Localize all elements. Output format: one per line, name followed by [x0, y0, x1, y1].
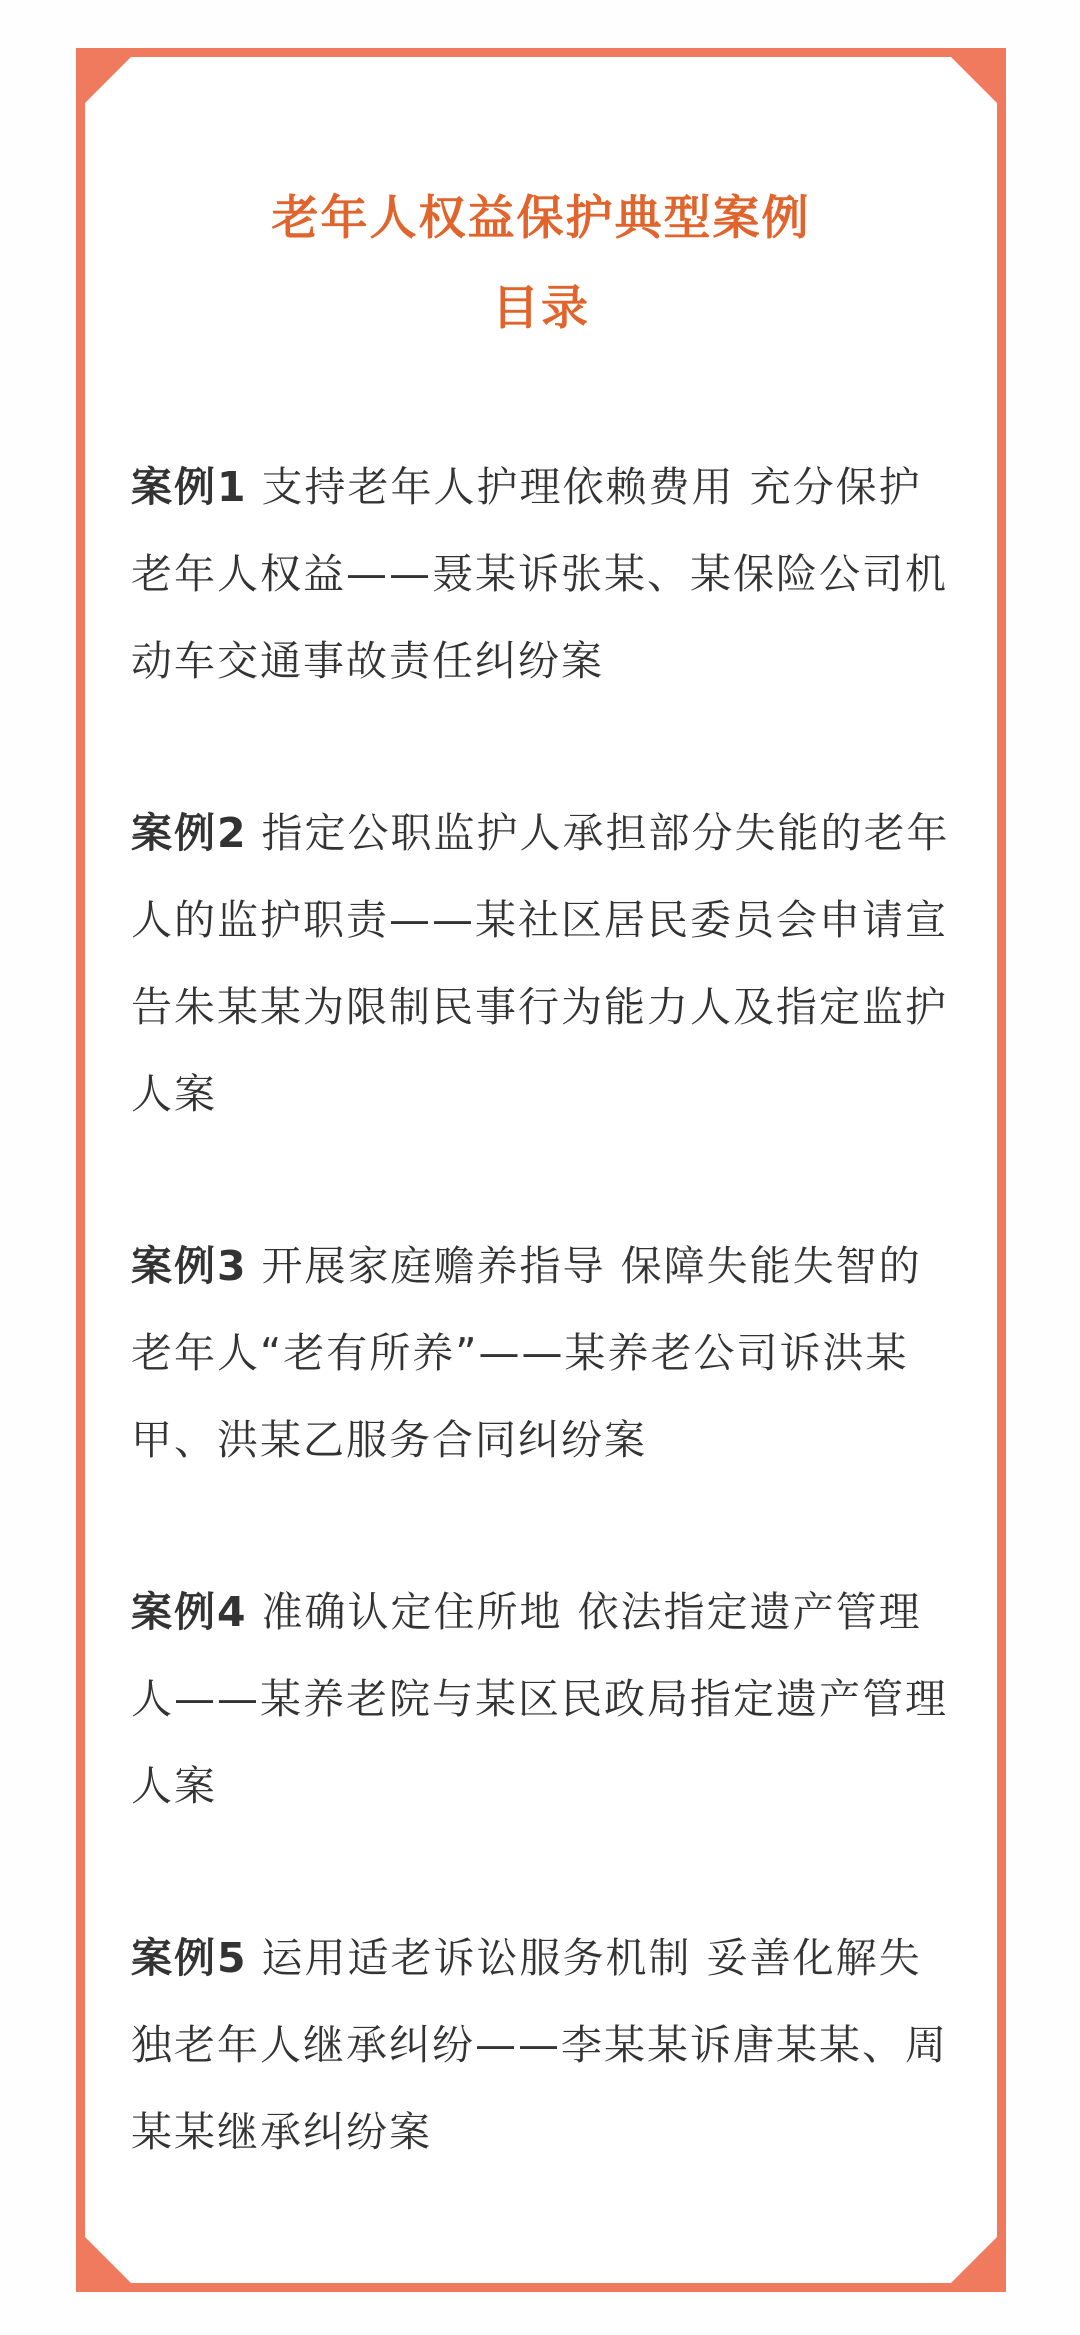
- page-title: 老年人权益保护典型案例: [271, 191, 811, 246]
- corner-decoration-top-right: [942, 48, 1006, 112]
- case-title: 指定公职监护人承担部分失能的老年人的监护职责——某社区居民委员会申请宣告朱某某为限制民事行为能力人及指定监护人案: [131, 809, 950, 1118]
- case-label: 案例4: [131, 1588, 248, 1636]
- list-item-case-2[interactable]: [131, 790, 961, 1138]
- case-label: 案例3: [131, 1242, 248, 1290]
- list-item-case-5[interactable]: [131, 1915, 961, 2176]
- case-title: 运用适老诉讼服务机制 妥善化解失独老年人继承纠纷——李某某诉唐某某、周某某继承纠纷案: [131, 1934, 948, 2156]
- corner-decoration-bottom-right: [942, 2228, 1006, 2292]
- corner-decoration-top-left: [76, 48, 140, 112]
- document-frame: [76, 48, 1006, 2292]
- case-label: 案例5: [131, 1934, 248, 1982]
- case-title: 支持老年人护理依赖费用 充分保护老年人权益——聂某诉张某、某保险公司机动车交通事故责任纠纷案: [131, 463, 948, 685]
- list-item-case-1[interactable]: [131, 444, 961, 705]
- page-subtitle: 目录: [492, 281, 590, 336]
- case-title: 开展家庭赡养指导 保障失能失智的老年人“老有所养”——某养老公司诉洪某甲、洪某乙服务合同纠纷案: [131, 1242, 922, 1464]
- corner-decoration-bottom-left: [76, 2228, 140, 2292]
- case-label: 案例2: [131, 809, 248, 857]
- list-item-case-3[interactable]: [131, 1223, 961, 1484]
- case-title: 准确认定住所地 依法指定遗产管理人——某养老院与某区民政局指定遗产管理人案: [131, 1588, 948, 1810]
- list-item-case-4[interactable]: [131, 1569, 961, 1830]
- case-label: 案例1: [131, 463, 248, 511]
